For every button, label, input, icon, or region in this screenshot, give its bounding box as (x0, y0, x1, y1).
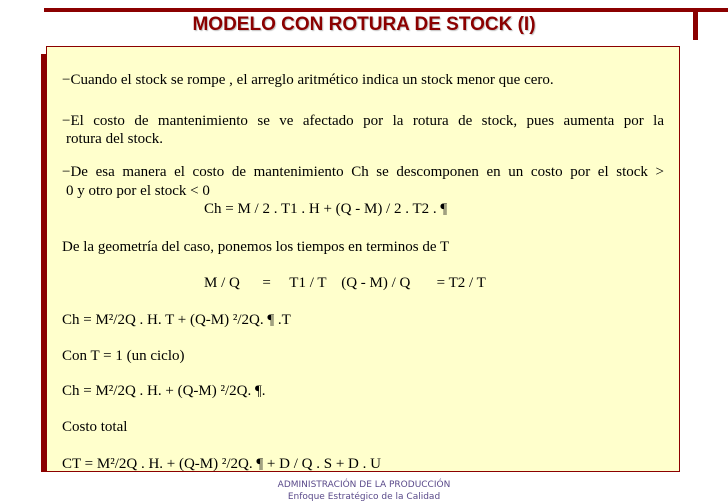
formula-ch-with-t: Ch = M²/2Q . H. T + (Q-M) ²/2Q. ¶ .T (62, 312, 291, 328)
footer-line-2: Enfoque Estratégico de la Calidad (287, 492, 441, 502)
title-accent-bar (693, 10, 698, 40)
footer-line-1: ADMINISTRACIÓN DE LA PRODUCCIÓN (277, 480, 451, 490)
formula-time-ratios: M / Q = T1 / T (Q - M) / Q = T2 / T (204, 275, 486, 291)
total-cost-label: Costo total (62, 419, 128, 435)
bullet-stock-rupture: −Cuando el stock se rompe , el arreglo aritmético indica un stock menor que cero. (62, 72, 554, 88)
formula-total-cost: CT = M²/2Q . H. + (Q-M) ²/2Q. ¶ + D / Q . S + D . U (62, 456, 381, 472)
content-panel (46, 46, 680, 472)
formula-ch-cycle: Ch = M²/2Q . H. + (Q-M) ²/2Q. ¶. (62, 383, 266, 399)
bullet-maintenance-cost: −El costo de mantenimiento se ve afectado por la rotura de stock, pues aumenta por la (62, 113, 664, 129)
bullet-maintenance-cost-cont: rotura del stock. (66, 131, 164, 147)
geometry-text: De la geometría del caso, ponemos los tiempos en terminos de T (62, 239, 450, 255)
cycle-text: Con T = 1 (un ciclo) (62, 348, 185, 364)
slide-title: MODELO CON ROTURA DE STOCK (I) (192, 14, 536, 35)
bullet-cost-split-cont: 0 y otro por el stock < 0 (66, 183, 210, 199)
bullet-cost-split: −De esa manera el costo de mantenimiento Ch se descomponen en un costo por el stock > (62, 164, 664, 180)
formula-ch: Ch = M / 2 . T1 . H + (Q - M) / 2 . T2 . ¶ (204, 201, 448, 217)
